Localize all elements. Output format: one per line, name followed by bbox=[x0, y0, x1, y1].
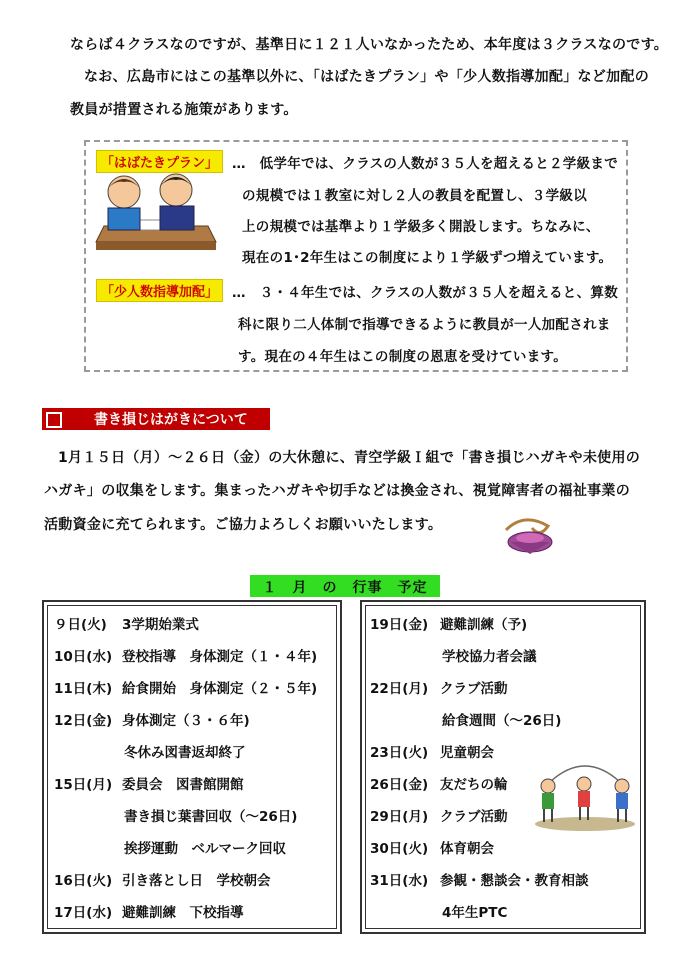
intro-line-2: なお、広島市にはこの基準以外に、「はばたきプラン」や「少人数指導加配」など加配の bbox=[84, 69, 649, 85]
habataki-line-2: の規模では１教室に対し２人の教員を配置し、３学級以 bbox=[242, 188, 587, 204]
schedule-event: 4年生PTC bbox=[442, 905, 508, 921]
schedule-date: 26日(金) bbox=[370, 777, 429, 793]
students-illustration bbox=[92, 170, 222, 260]
schedule-date: 12日(金) bbox=[54, 713, 113, 729]
spinning-top-icon bbox=[496, 508, 560, 558]
shoninzu-line-1: … ３・４年生では、クラスの人数が３５人を超えると、算数 bbox=[232, 285, 618, 301]
schedule-date: 10日(水) bbox=[54, 649, 113, 665]
section-line-2: ハガキ」の収集をします。集まったハガキや切手などは換金され、視覚障害者の福祉事業の bbox=[44, 483, 631, 499]
schedule-event: 給食週間（～26日) bbox=[442, 713, 562, 729]
schedule-event: クラブ活動 bbox=[440, 681, 508, 697]
habataki-line-4: 現在の1･2年生はこの制度により１学級ずつ増えています。 bbox=[242, 250, 613, 266]
schedule-date: 16日(火) bbox=[54, 873, 113, 889]
schedule-event: 引き落とし日 学校朝会 bbox=[122, 873, 271, 889]
schedule-event: 身体測定（３・６年) bbox=[122, 713, 250, 729]
schedule-event: 体育朝会 bbox=[440, 841, 494, 857]
section-line-1: 1月１５日（月）～２６日（金）の大休憩に、青空学級Ｉ組で「書き損じハガキや未使用の bbox=[58, 450, 641, 466]
schedule-date: 19日(金) bbox=[370, 617, 429, 633]
jump-rope-kids-illustration bbox=[532, 762, 638, 832]
shoninzu-line-2: 科に限り二人体制で指導できるように教員が一人加配されま bbox=[238, 317, 611, 333]
schedule-event: 挨拶運動 ベルマーク回収 bbox=[124, 841, 286, 857]
shoninzu-line-3: す。現在の４年生はこの制度の恩恵を受けています。 bbox=[238, 349, 568, 365]
schedule-title: １ 月 の 行事 予定 bbox=[262, 580, 428, 596]
schedule-event: 避難訓練 下校指導 bbox=[122, 905, 244, 921]
schedule-event: 登校指導 身体測定（１・４年) bbox=[122, 649, 318, 665]
intro-line-3: 教員が措置される施策があります。 bbox=[70, 102, 298, 118]
schedule-event: 委員会 図書館開館 bbox=[122, 777, 244, 793]
shoninzu-tag: 「少人数指導加配」 bbox=[96, 279, 223, 302]
schedule-event: 3学期始業式 bbox=[122, 617, 199, 633]
schedule-date: 17日(水) bbox=[54, 905, 113, 921]
habataki-line-1: … 低学年では、クラスの人数が３５人を超えると２学級まで bbox=[232, 156, 618, 172]
schedule-date: ９日(火) bbox=[54, 617, 107, 633]
intro-line-1: ならば４クラスなのですが、基準日に１２１人いなかったため、本年度は３クラスなのです。 bbox=[70, 37, 669, 53]
habataki-plan-tag: 「はばたきプラン」 bbox=[96, 150, 223, 173]
schedule-date: 29日(月) bbox=[370, 809, 429, 825]
schedule-event: 書き損じ葉書回収（～26日) bbox=[124, 809, 298, 825]
schedule-event: 児童朝会 bbox=[440, 745, 494, 761]
schedule-date: 22日(月) bbox=[370, 681, 429, 697]
schedule-event: 冬休み図書返却終了 bbox=[124, 745, 246, 761]
schedule-event: 学校協力者会議 bbox=[442, 649, 537, 665]
schedule-event: 給食開始 身体測定（２・５年) bbox=[122, 681, 318, 697]
schedule-date: 31日(水) bbox=[370, 873, 429, 889]
section-line-3: 活動資金に充てられます。ご協力よろしくお願いいたします。 bbox=[44, 517, 443, 533]
schedule-date: 11日(木) bbox=[54, 681, 113, 697]
schedule-event: 避難訓練（予) bbox=[440, 617, 528, 633]
schedule-date: 15日(月) bbox=[54, 777, 113, 793]
schedule-event: 参観・懇談会・教育相談 bbox=[440, 873, 589, 889]
schedule-event: クラブ活動 bbox=[440, 809, 508, 825]
schedule-date: 30日(火) bbox=[370, 841, 429, 857]
schedule-event: 友だちの輪 bbox=[440, 777, 508, 793]
schedule-date: 23日(火) bbox=[370, 745, 429, 761]
section-header-square-icon bbox=[46, 412, 62, 428]
habataki-line-3: 上の規模では基準より１学級多く開設します。ちなみに、 bbox=[242, 219, 600, 235]
section-title: 書き損じはがきについて bbox=[94, 412, 248, 428]
